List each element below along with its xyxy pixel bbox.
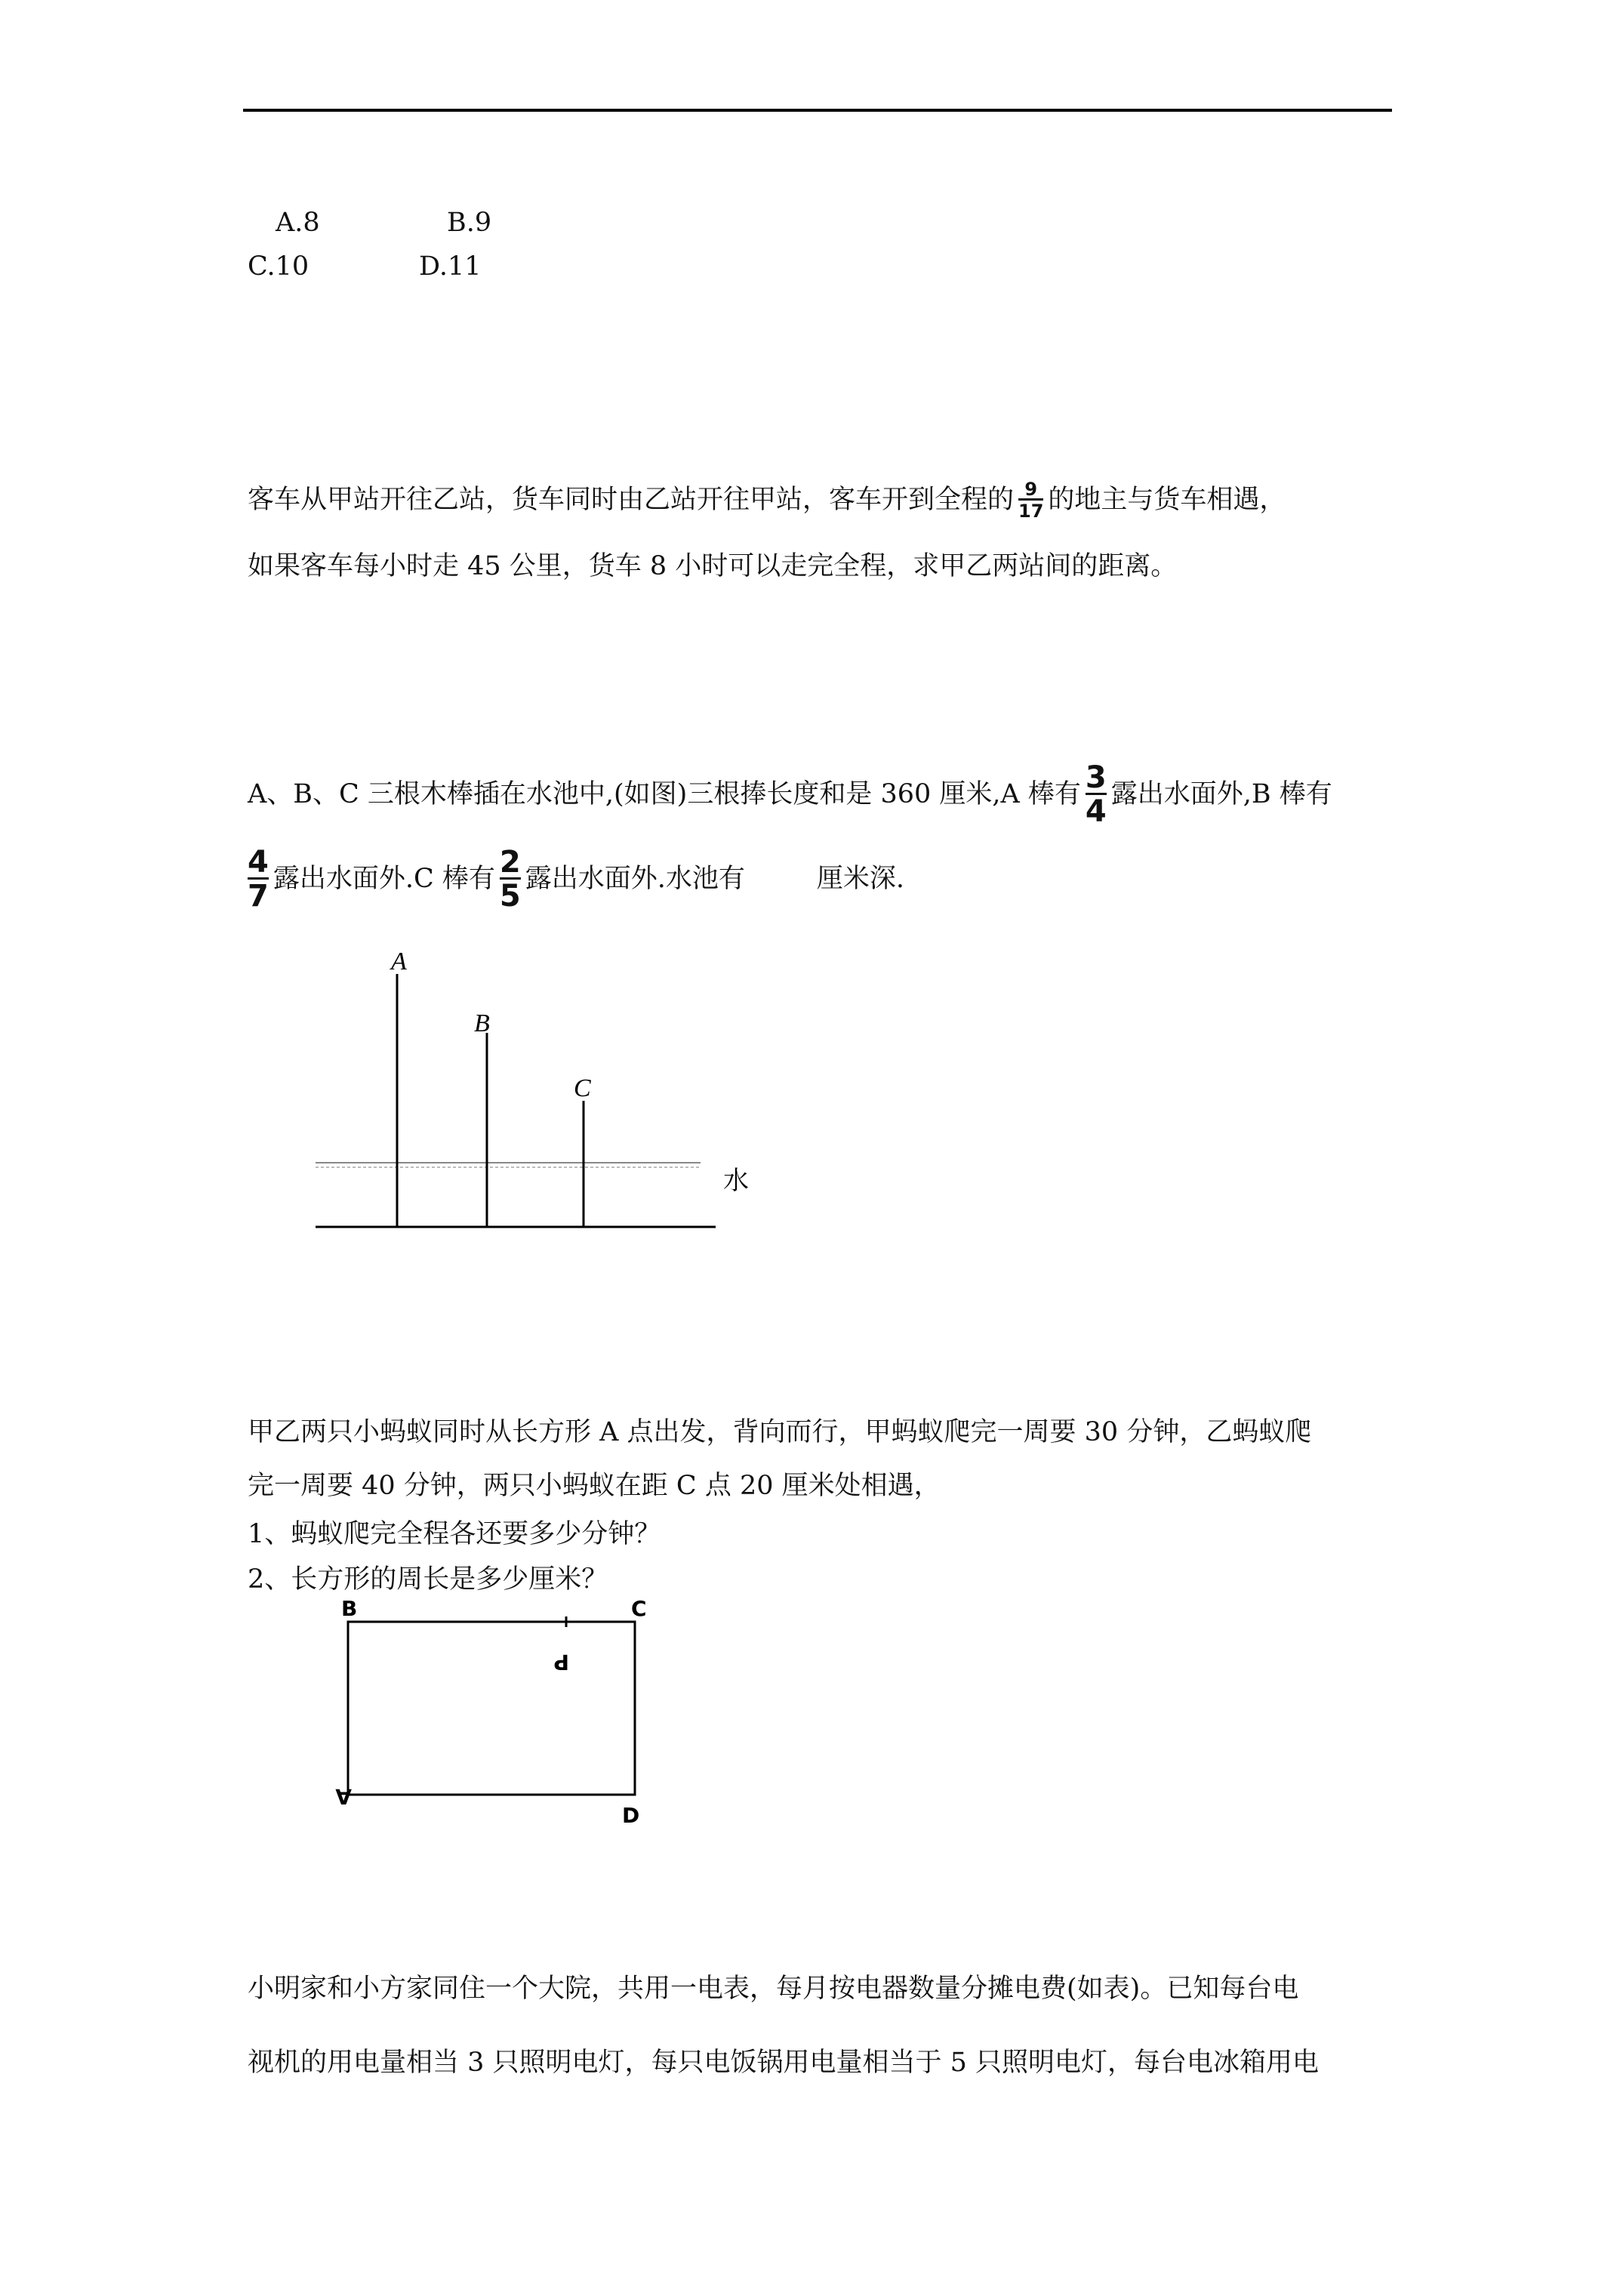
fraction-denominator: 5	[499, 879, 521, 914]
stick-b-label: B	[474, 1009, 490, 1037]
vertex-a-label: A	[335, 1784, 352, 1809]
vertex-d-label: D	[622, 1803, 640, 1828]
sticks-text-end: 厘米深.	[816, 864, 905, 894]
ants-subquestion-1: 1、蚂蚁爬完全程各还要多少分钟？	[248, 1519, 661, 1549]
water-label: 水	[723, 1166, 749, 1196]
sticks-text-pre: A、B、C 三根木棒插在水池中,(如图)三根捧长度和是 360 厘米,A 棒有	[248, 779, 1081, 809]
ants-question-line2: 完一周要 40 分钟，两只小蚂蚁在距 C 点 20 厘米处相遇，	[248, 1471, 941, 1501]
sticks-text-mid: 露出水面外,B 棒有	[1110, 779, 1332, 809]
stick-a-label: A	[391, 948, 407, 975]
fraction-denominator: 4	[1085, 794, 1107, 829]
fraction-numerator: 9	[1024, 479, 1038, 500]
power-question-line1: 小明家和小方家同住一个大院，共用一电表，每月按电器数量分摊电费(如表)。已知每台电	[248, 1974, 1299, 2004]
power-question-line2: 视机的用电量相当 3 只照明电灯，每只电饭锅用电量相当于 5 只照明电灯，每台电冰箱用电	[248, 2048, 1320, 2078]
fraction-denominator: 17	[1018, 498, 1043, 520]
point-p-label: P	[553, 1650, 569, 1675]
fraction-numerator: 3	[1085, 760, 1107, 795]
rectangle-figure	[335, 1596, 647, 1828]
train-text-pre: 客车从甲站开往乙站，货车同时由乙站开往甲站，客车开到全程的	[248, 485, 1015, 515]
ants-question-line1: 甲乙两只小蚂蚁同时从长方形 A 点出发，背向而行，甲蚂蚁爬完一周要 30 分钟，乙蚂蚁爬	[248, 1417, 1312, 1447]
rectangle	[348, 1622, 635, 1795]
fraction-numerator: 4	[248, 845, 269, 880]
sticks-text-b: 露出水面外.C 棒有	[273, 864, 495, 894]
sticks-figure	[316, 948, 749, 1227]
stick-c-label: C	[574, 1074, 591, 1102]
choice-c: C.10	[248, 251, 310, 282]
ants-subquestion-2: 2、长方形的周长是多少厘米？	[248, 1564, 608, 1595]
vertex-b-label: B	[341, 1596, 358, 1621]
choice-d: D.11	[419, 251, 482, 282]
choice-a: A.8	[276, 208, 320, 238]
fraction-numerator: 2	[499, 845, 521, 880]
choice-b: B.9	[447, 208, 492, 238]
train-question-line2: 如果客车每小时走 45 公里，货车 8 小时可以走完全程，求甲乙两站间的距离。	[248, 551, 1178, 581]
vertex-c-label: C	[631, 1596, 647, 1621]
train-text-post: 的地主与货车相遇，	[1048, 485, 1286, 515]
sticks-text-c: 露出水面外.水池有	[525, 864, 745, 894]
fraction-denominator: 7	[248, 879, 269, 914]
